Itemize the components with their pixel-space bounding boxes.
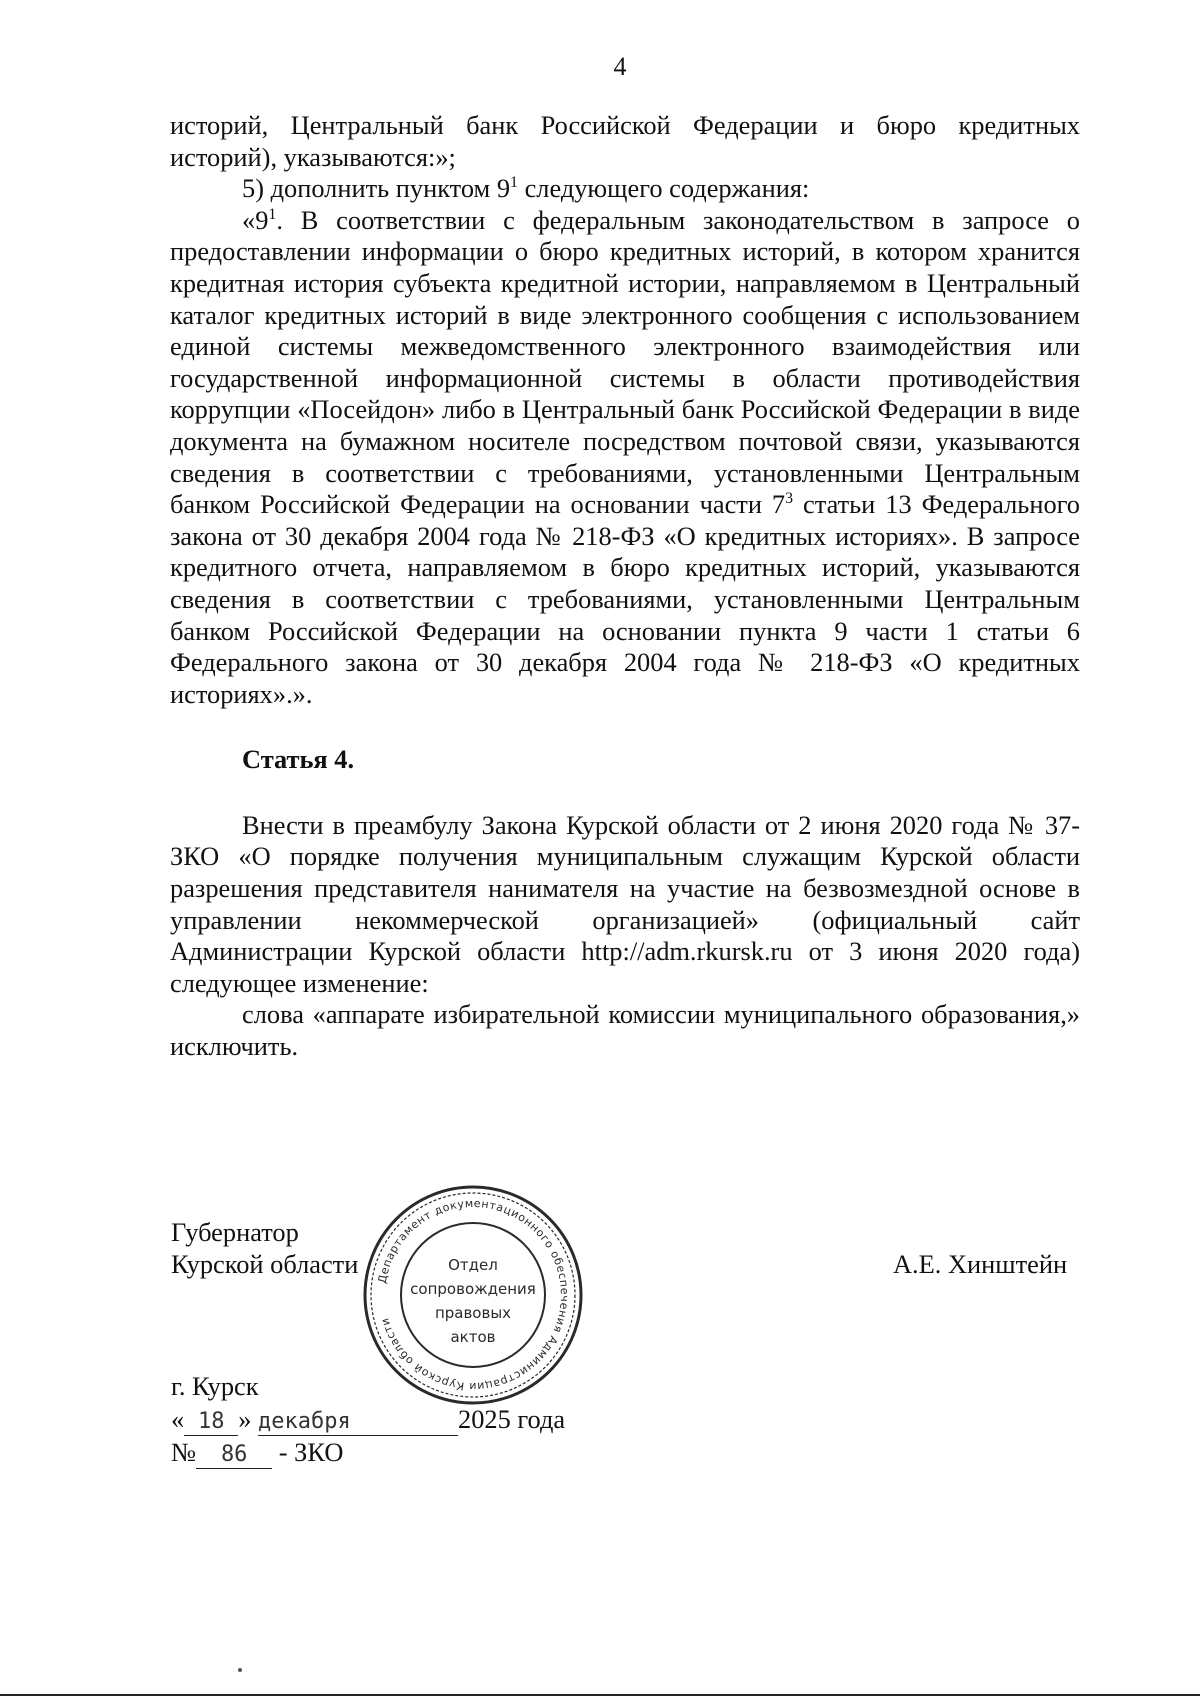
seal-center-line1: Отдел xyxy=(448,1256,498,1274)
paragraph-amendment-item xyxy=(170,173,1080,205)
signatory-title-line2: Курской области xyxy=(171,1249,359,1279)
exclusion-text: слова «аппарате избирательной комиссии муниципального образования,» исключить. xyxy=(170,999,1080,1062)
law-number xyxy=(171,1436,565,1469)
seal-center-line3: правовых xyxy=(434,1304,512,1322)
date-quote-open: « xyxy=(171,1404,185,1434)
paragraph-new-clause xyxy=(170,205,1080,711)
new-clause-text-end: статьи 13 Федерального закона от 30 декабря 2004 года № 218-ФЗ «О кредитных историях». В запросе кредитного отчета, направляемом в бюро кредитных историй, указываются сведения в соответствии с требованиями, установленными Центральным банком Российской Федерации на основании пункта 9 части 1 статьи 6 Федерального закона от 30 декабря 2004 года № 218-ФЗ «О кредитных историях».». xyxy=(170,489,1080,709)
seal-ring-text: Департамент документационного обеспечения Администрации Курской области xyxy=(375,1196,572,1394)
signing-date xyxy=(171,1403,565,1436)
scan-bottom-border xyxy=(0,1694,1200,1696)
date-quote-close: » xyxy=(238,1404,252,1434)
paragraph-article-4 xyxy=(170,810,1080,1000)
amendment-item-text-end: следующего содержания: xyxy=(517,173,810,204)
superscript: 1 xyxy=(510,174,518,192)
amendment-item-text: 5) дополнить пунктом 9 xyxy=(242,173,511,204)
date-year: 2025 года xyxy=(458,1404,566,1434)
signatory-title xyxy=(171,1216,358,1280)
signatory-title-line1: Губернатор xyxy=(171,1217,299,1247)
article-heading: Статья 4. xyxy=(242,744,355,775)
signatory-name: А.Е. Хинштейн xyxy=(893,1249,1068,1279)
new-clause-text: . В соответствии с федеральным законодательством в запросе о предоставлении информации о бюро кредитных историй, в котором хранится кредитная история субъекта кредитной истории, направляемом в Центральный каталог кредитных историй в виде электронного сообщения с использованием единой системы межведомственного электронного взаимодействия или государственной информационной системы в области противодействия коррупции «Посейдон» либо в Центральный банк Российской Федерации в виде документа на бумажном носителе посредством почтовой связи, указываются сведения в соответствии с требованиями, установленными Центральным банком Российской Федерации на основании части 7 xyxy=(170,204,1080,520)
page-number: 4 xyxy=(613,52,627,81)
superscript: 1 xyxy=(268,205,277,223)
paragraph-continuation-text: историй, Центральный банк Российской Федерации и бюро кредитных историй), указываются:»; xyxy=(170,110,1080,172)
city: г. Курск xyxy=(171,1371,259,1401)
date-month: декабря xyxy=(258,1409,458,1436)
paragraph-exclusion xyxy=(170,999,1080,1062)
law-number-value: 86 xyxy=(196,1442,272,1469)
seal-center-line2: сопровождения xyxy=(410,1280,536,1298)
law-number-suffix: - ЗКО xyxy=(278,1437,344,1467)
paragraph-continuation xyxy=(170,110,1080,173)
document-body xyxy=(170,110,1080,1063)
new-clause-number: «9 xyxy=(242,204,269,235)
superscript: 3 xyxy=(785,490,794,508)
place-date-number-block xyxy=(171,1370,565,1469)
number-sign: № xyxy=(171,1437,197,1467)
seal-center-line4: актов xyxy=(450,1328,496,1346)
date-day: 18 xyxy=(184,1409,238,1436)
article-4-text: Внести в преамбулу Закона Курской области от 2 июня 2020 года № 37-ЗКО «О порядке получения муниципальным служащим Курской области разрешения представителя нанимателя на участие на безвозмездной основе в управлении некоммерческой организацией» (официальный сайт Администрации Курской области http://adm.rkursk.ru от 3 июня 2020 года) следующее изменение: xyxy=(170,809,1080,998)
scan-speck xyxy=(238,1668,242,1672)
